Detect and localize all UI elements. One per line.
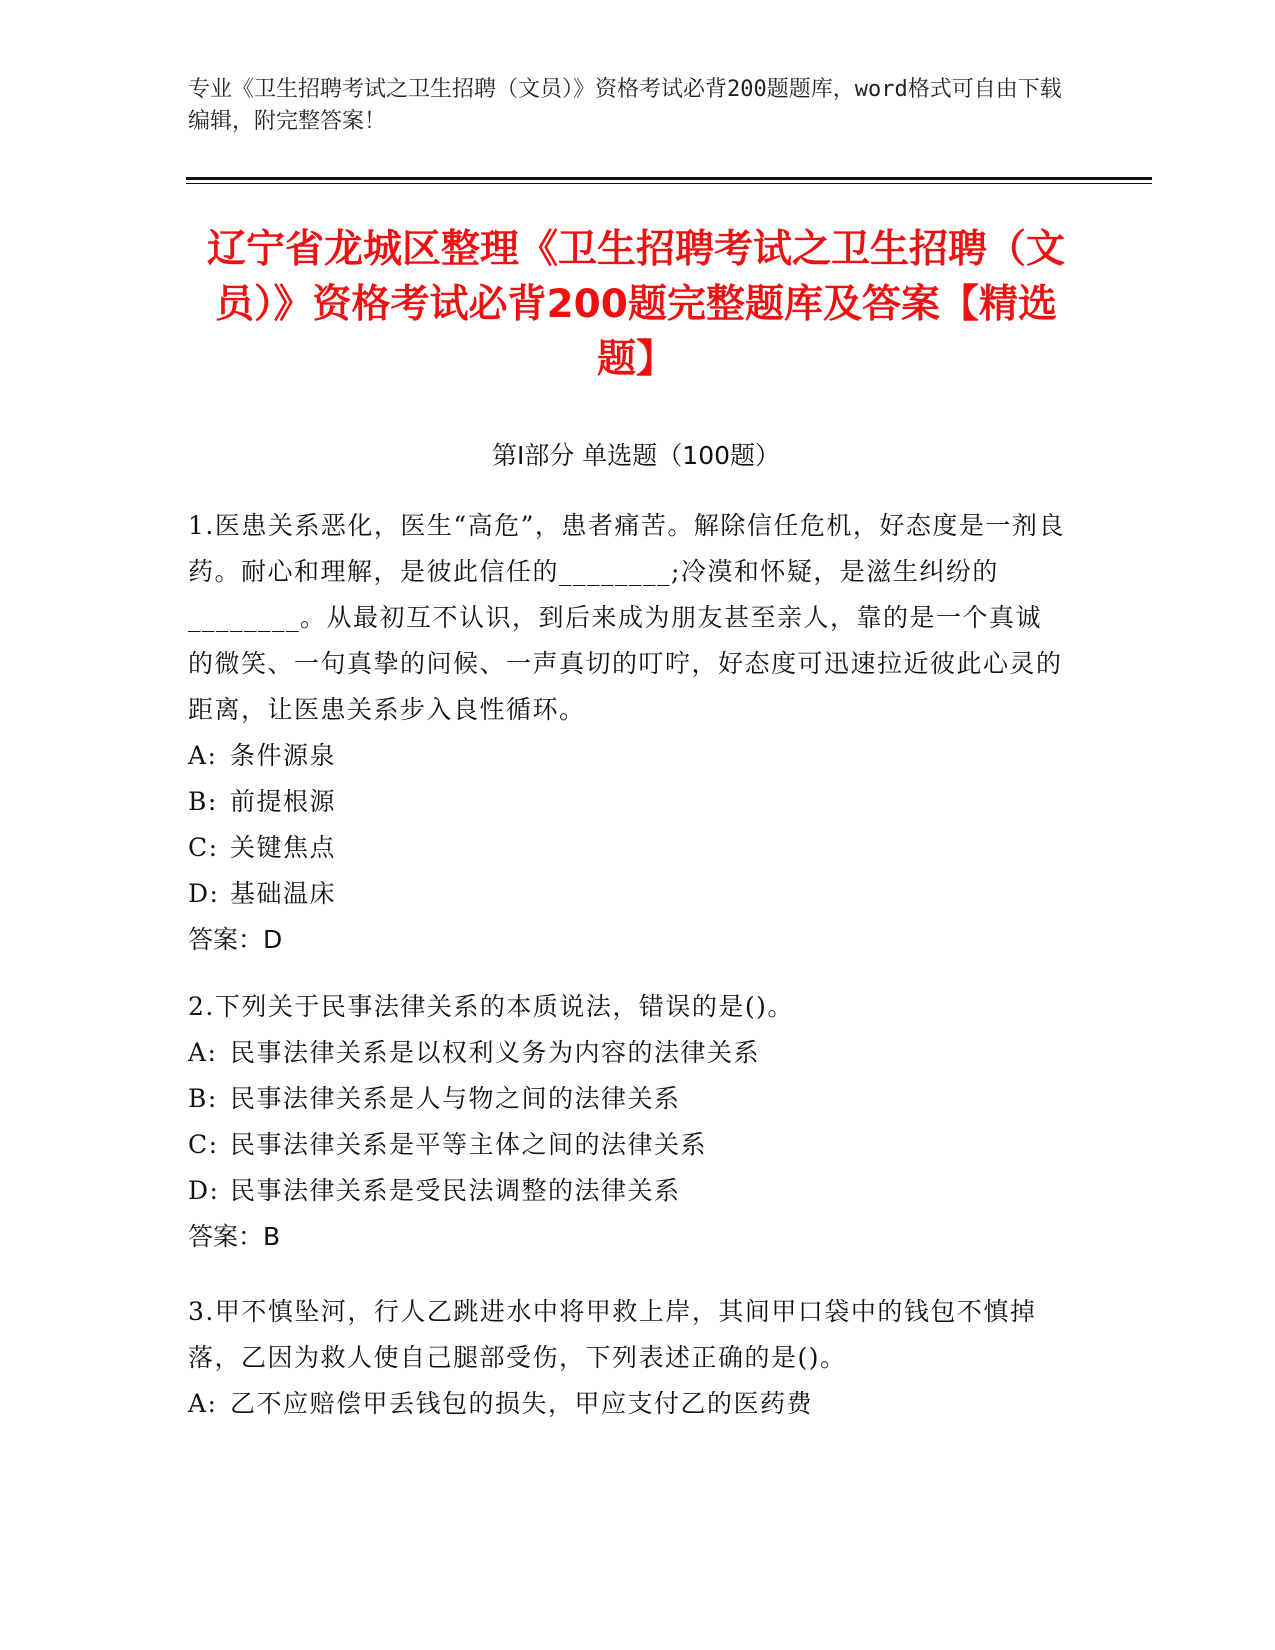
option-letter: D: — [188, 1176, 220, 1205]
option-letter: C: — [188, 1130, 219, 1159]
option-letter: A: — [188, 1389, 218, 1418]
question-3 — [188, 1289, 1068, 1427]
question-2 — [188, 984, 1068, 1260]
option-text: 关键焦点 — [230, 833, 337, 862]
option-text: 条件源泉 — [230, 741, 337, 770]
option-letter: A: — [188, 741, 218, 770]
section-heading: 第Ⅰ部分 单选题（100题） — [491, 441, 781, 470]
option-text: 前提根源 — [230, 787, 337, 816]
document-title: 辽宁省龙城区整理《卫生招聘考试之卫生招聘（文员）》资格考试必背200题完整题库及答案【精选题】 — [206, 227, 1065, 382]
option-d — [188, 871, 1068, 917]
header-divider-thick — [186, 177, 1152, 180]
question-stem: 3.甲不慎坠河，行人乙跳进水中将甲救上岸，其间甲口袋中的钱包不慎掉落，乙因为救人使自己腿部受伤，下列表述正确的是()。 — [188, 1297, 1037, 1372]
option-a — [188, 1381, 1068, 1427]
option-c — [188, 825, 1068, 871]
option-letter: B: — [188, 1084, 218, 1113]
header-divider-thin — [186, 183, 1152, 184]
option-b — [188, 1076, 1068, 1122]
option-b — [188, 779, 1068, 825]
option-letter: C: — [188, 833, 219, 862]
option-d — [188, 1168, 1068, 1214]
option-c — [188, 1122, 1068, 1168]
option-letter: B: — [188, 787, 218, 816]
option-a — [188, 733, 1068, 779]
option-text: 民事法律关系是以权利义务为内容的法律关系 — [230, 1038, 761, 1067]
option-letter: D: — [188, 879, 220, 908]
answer-line: 答案：B — [188, 1222, 281, 1251]
option-letter: A: — [188, 1038, 218, 1067]
option-text: 民事法律关系是平等主体之间的法律关系 — [230, 1130, 708, 1159]
option-text: 民事法律关系是受民法调整的法律关系 — [230, 1176, 681, 1205]
header-note: 专业《卫生招聘考试之卫生招聘（文员）》资格考试必背200题题库，word格式可自由下载编辑，附完整答案！ — [188, 77, 1062, 134]
option-text: 乙不应赔偿甲丢钱包的损失，甲应支付乙的医药费 — [230, 1389, 814, 1418]
question-stem: 1.医患关系恶化，医生“高危”，患者痛苦。解除信任危机，好态度是一剂良药。耐心和理解，是彼此信任的________;冷漠和怀疑，是滋生纠纷的________。从最初互不认识，到后来成为朋友甚至亲人，靠的是一个真诚的微笑、一句真挚的问候、一声真切的叮咛，好态度可迅速拉近彼此心灵的距离，让医患关系步入良性循环。 — [188, 511, 1065, 724]
question-stem: 2.下列关于民事法律关系的本质说法，错误的是()。 — [188, 992, 794, 1021]
option-a — [188, 1030, 1068, 1076]
answer-line: 答案：D — [188, 925, 283, 954]
option-text: 基础温床 — [230, 879, 337, 908]
question-1 — [188, 503, 1068, 963]
option-text: 民事法律关系是人与物之间的法律关系 — [230, 1084, 681, 1113]
